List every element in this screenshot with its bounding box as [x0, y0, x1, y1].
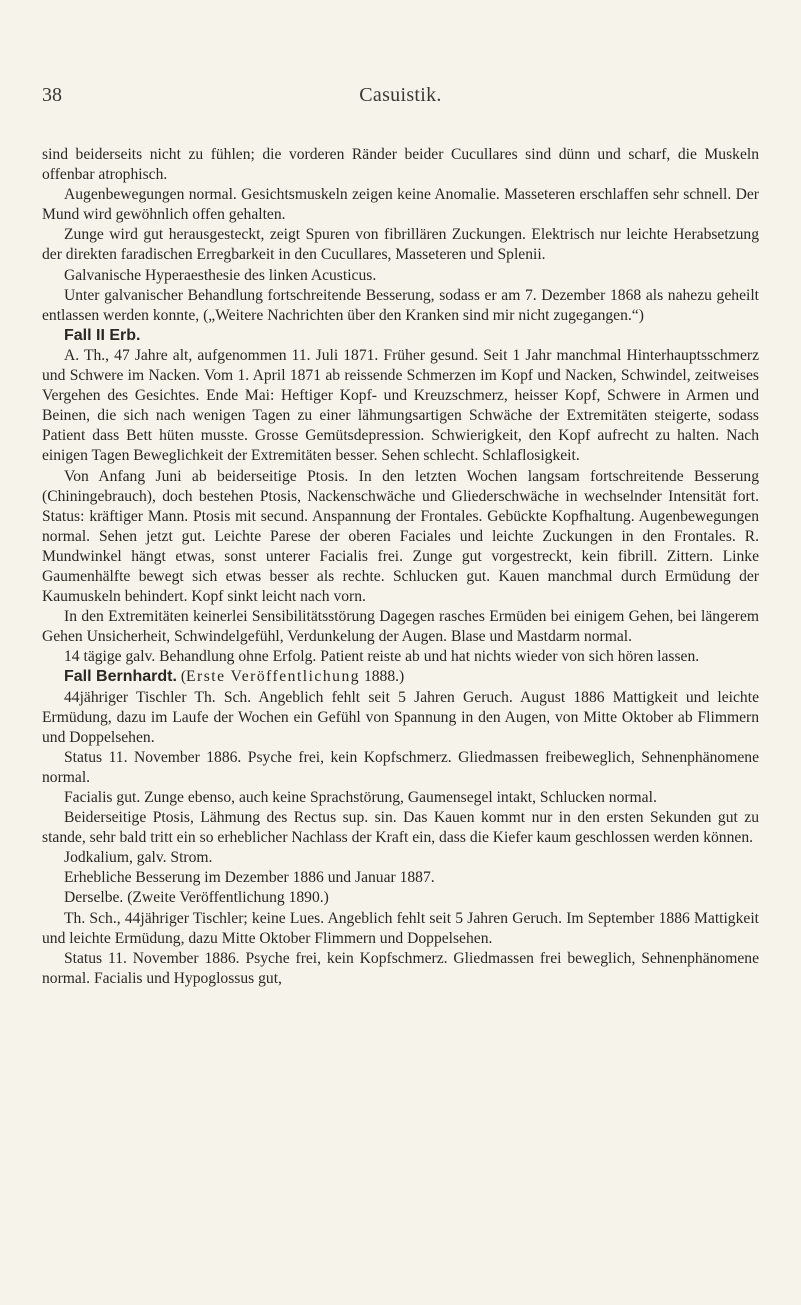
paragraph: 44jähriger Tischler Th. Sch. Angeblich fehlt seit 5 Jahren Geruch. August 1886 Mattigkeit und leichte Ermüdung, dazu im Laufe der Wochen ein Gefühl von Spannung in den Augen, von Mitte Oktober ab Flimmern und Doppelsehen.	[42, 688, 759, 746]
note-spaced: Erste Veröffentlichung	[186, 668, 361, 686]
running-title: Casuistik.	[359, 84, 442, 106]
paragraph: Status 11. November 1886. Psyche frei, kein Kopfschmerz. Gliedmassen freibeweglich, Sehnenphänomene normal.	[42, 748, 759, 786]
paragraph: Status 11. November 1886. Psyche frei, kein Kopfschmerz. Gliedmassen frei beweglich, Sehnenphänomene normal. Facialis und Hypoglossus gut,	[42, 949, 759, 987]
paragraph: In den Extremitäten keinerlei Sensibilitätsstörung Dagegen rasches Ermüden bei einigem Gehen, bei längerem Gehen Unsicherheit, Schwindelgefühl, Verdunkelung der Augen. Blase und Mastdarm normal.	[42, 608, 759, 646]
paragraph: sind beiderseits nicht zu fühlen; die vorderen Ränder beider Cucullares sind dünn und scharf, die Muskeln offenbar atrophisch.	[42, 146, 759, 184]
page-body	[42, 145, 759, 989]
note-close: 1888.)	[360, 668, 405, 686]
case-heading-erb: Fall II Erb.	[64, 326, 141, 344]
page-number: 38	[42, 84, 62, 106]
paragraph: Facialis gut. Zunge ebenso, auch keine Sprachstörung, Gaumensegel intakt, Schlucken normal.	[64, 789, 657, 806]
case-heading-bernhardt	[42, 667, 759, 687]
note-open: (	[180, 668, 187, 686]
paragraph: Unter galvanischer Behandlung fortschreitende Besserung, sodass er am 7. Dezember 1868 als nahezu geheilt entlassen werden konnte, („Weitere Nachrichten über den Kranken sind mir nicht zugegangen.“)	[42, 286, 759, 324]
paragraph: Zunge wird gut herausgesteckt, zeigt Spuren von fibrillären Zuckungen. Elektrisch nur leichte Herabsetzung der direkten faradischen Erregbarkeit in den Cucullares, Masseteren und Splenii.	[42, 226, 759, 264]
case-heading-note	[181, 668, 404, 685]
paragraph: A. Th., 47 Jahre alt, aufgenommen 11. Juli 1871. Früher gesund. Seit 1 Jahr manchmal Hinterhauptsschmerz und Schwere im Nacken. Vom 1. April 1871 ab reissende Schmerzen im Kopf und Nacken, Schwindel, zeitweises Vergehen des Gesichtes. Ende Mai: Heftiger Kopf- und Kreuzschmerz, heisser Kopf, Schwere in Armen und Beinen, die sich nach wenigen Tagen zu einer lähmungsartigen Schwäche der Extremitäten steigerte, sodass Patient dass Bett hüten musste. Grosse Gemütsdepression. Schwierigkeit, den Kopf aufrecht zu halten. Nach einigen Tagen Beweglichkeit der Extremitäten besser. Sehen schlecht. Schlaflosigkeit.	[42, 346, 759, 465]
paragraph: Von Anfang Juni ab beiderseitige Ptosis. In den letzten Wochen langsam fortschreitende Besserung (Chiningebrauch), doch bestehen Ptosis, Nackenschwäche und Gliederschwäche in wechselnder Intensität fort. Status: kräftiger Mann. Ptosis mit secund. Anspannung der Frontales. Gebückte Kopfhaltung. Augenbewegungen normal. Sehen jetzt gut. Leichte Parese der oberen Faciales und leichte Zuckungen in den Frontales. R. Mundwinkel hängt etwas, sonst unterer Facialis frei. Zunge gut vorgestreckt, kein fibrill. Zittern. Linke Gaumenhälfte bewegt sich etwas besser als rechte. Schlucken gut. Kauen manchmal durch Ermüdung der Kaumuskeln behindert. Kopf sinkt leicht nach vorn.	[42, 467, 759, 606]
paragraph: Erhebliche Besserung im Dezember 1886 und Januar 1887.	[64, 869, 435, 887]
paragraph: Beiderseitige Ptosis, Lähmung des Rectus sup. sin. Das Kauen kommt nur in den ersten Sekunden gut zu stande, sehr bald tritt ein so erheblicher Nachlass der Kraft ein, dass die Kiefer kaum geschlossen werden können.	[42, 809, 759, 847]
paragraph: Augenbewegungen normal. Gesichtsmuskeln zeigen keine Anomalie. Masseteren erschlaffen sehr schnell. Der Mund wird gewöhnlich offen gehalten.	[42, 186, 759, 224]
case-heading-derselbe: Derselbe. (Zweite Veröffentlichung 1890.)	[64, 889, 329, 907]
paragraph: 14 tägige galv. Behandlung ohne Erfolg. Patient reiste ab und hat nichts wieder von sich hören lassen.	[64, 648, 700, 666]
page-header	[42, 84, 759, 108]
paragraph: Jodkalium, galv. Strom.	[64, 849, 213, 867]
case-heading-title: Fall Bernhardt.	[64, 668, 177, 686]
paragraph: Galvanische Hyperaesthesie des linken Acusticus.	[64, 266, 377, 284]
paragraph: Th. Sch., 44jähriger Tischler; keine Lues. Angeblich fehlt seit 5 Jahren Geruch. Im September 1886 Mattigkeit und leichte Ermüdung, dazu Mitte Oktober Flimmern und Doppelsehen.	[42, 909, 759, 947]
